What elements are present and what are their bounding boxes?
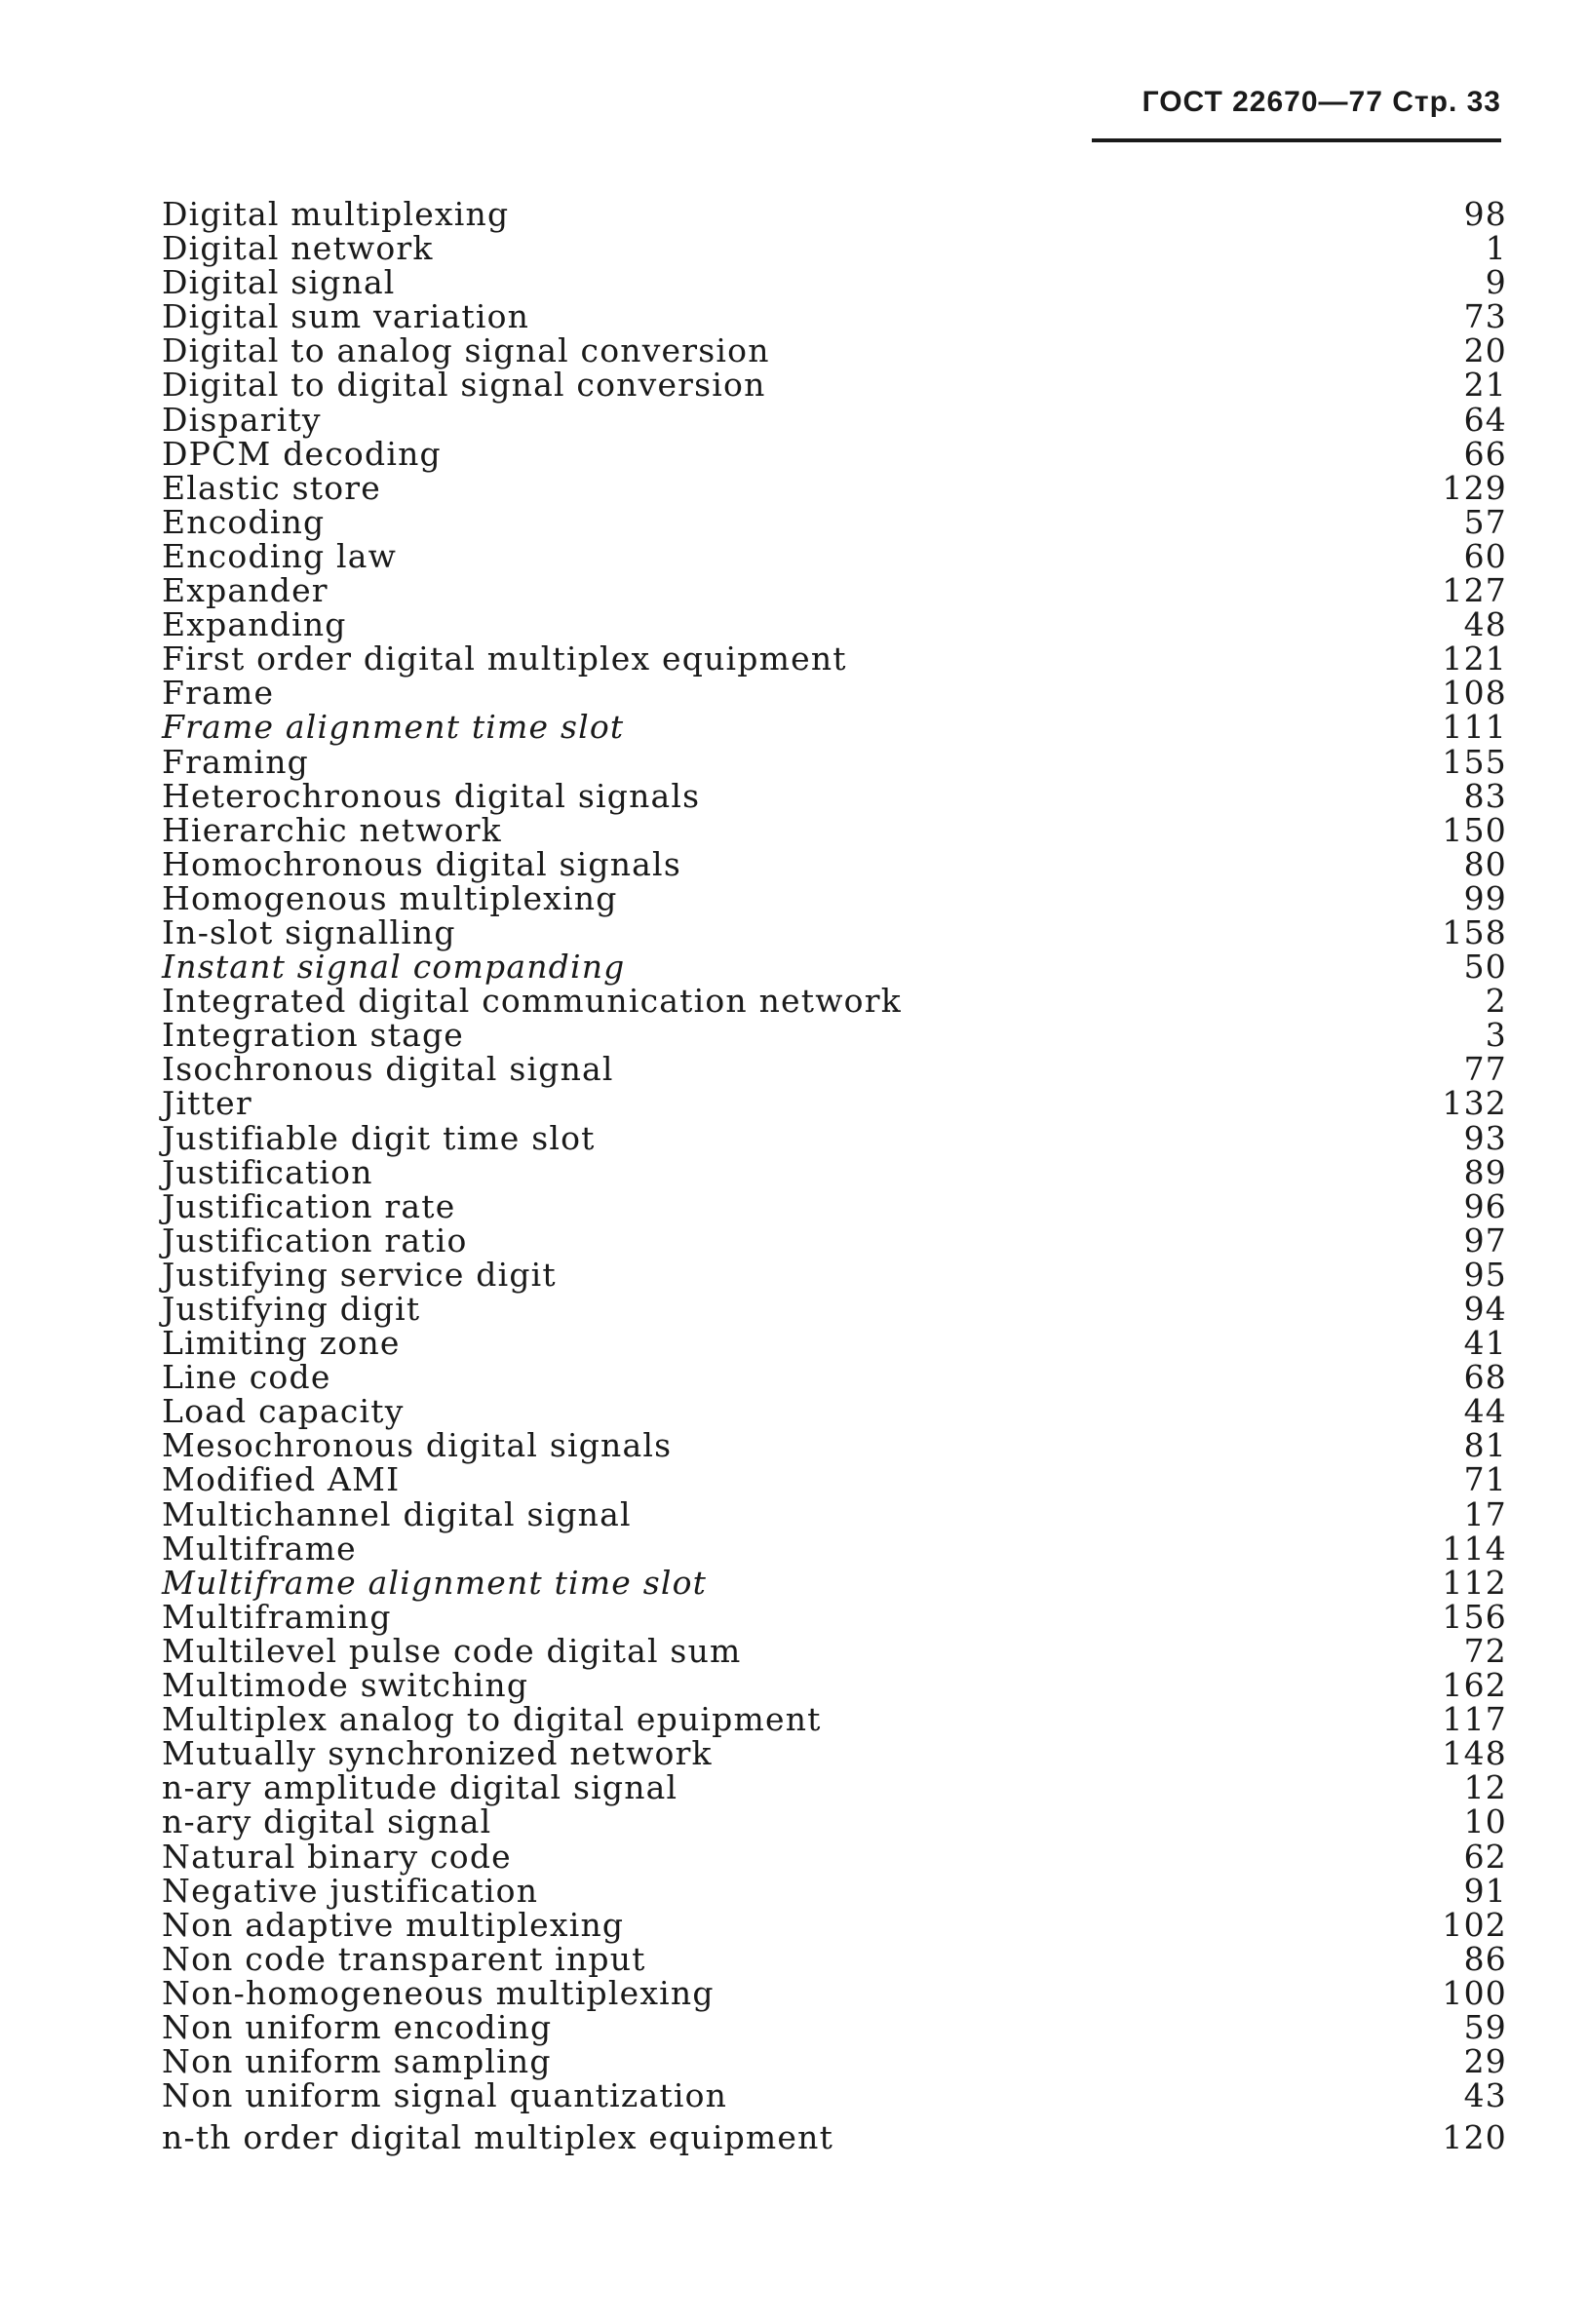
index-entry — [162, 1358, 1507, 1397]
entry-term: Frame alignment time slot — [162, 708, 625, 747]
index-entry — [162, 1186, 1507, 1225]
entry-reference-number: 108 — [1442, 674, 1507, 713]
index-entry — [162, 878, 1507, 917]
entry-term: Elastic store — [162, 468, 382, 507]
entry-term: Multiframe — [162, 1529, 357, 1568]
entry-reference-number: 129 — [1442, 468, 1507, 507]
index-entry — [162, 297, 1507, 336]
entry-term: Framing — [162, 742, 309, 781]
index-entry — [162, 742, 1507, 781]
index-entry — [162, 1666, 1507, 1705]
index-entry — [162, 502, 1507, 541]
entry-term: Homochronous digital signals — [162, 844, 681, 883]
entry-term: First order digital multiplex equipment — [162, 639, 847, 678]
entry-term: Digital to analog signal conversion — [162, 331, 770, 370]
entry-reference-number: 77 — [1463, 1050, 1507, 1089]
entry-reference-number: 9 — [1485, 263, 1507, 302]
index-entry — [162, 810, 1507, 849]
entry-term: Frame — [162, 674, 275, 713]
index-entry — [162, 1631, 1507, 1670]
entry-reference-number: 83 — [1463, 776, 1507, 815]
entry-term: Isochronous digital signal — [162, 1050, 614, 1089]
index-entry — [162, 1050, 1507, 1089]
entry-term: Expander — [162, 571, 329, 610]
entry-term: Multiframing — [162, 1597, 392, 1636]
index-entry — [162, 1837, 1507, 1876]
entry-reference-number: 117 — [1442, 1700, 1507, 1739]
entry-reference-number: 94 — [1463, 1290, 1507, 1328]
entry-reference-number: 81 — [1463, 1426, 1507, 1465]
entry-reference-number: 21 — [1463, 366, 1507, 405]
entry-reference-number: 162 — [1442, 1666, 1507, 1705]
entry-reference-number: 111 — [1442, 708, 1507, 747]
entry-term: Justifying service digit — [162, 1255, 557, 1294]
index-entry — [162, 982, 1507, 1021]
index-entry — [162, 1597, 1507, 1636]
entry-reference-number: 114 — [1442, 1529, 1507, 1568]
index-entry — [162, 1392, 1507, 1431]
index-entry — [162, 1804, 1507, 1839]
index-entry — [162, 1255, 1507, 1294]
index-entry — [162, 948, 1507, 987]
entry-term: Disparity — [162, 400, 322, 439]
index-entry — [162, 1426, 1507, 1465]
standard-number: ГОСТ 22670—77 — [1142, 86, 1383, 118]
entry-term: Non-homogeneous multiplexing — [162, 1973, 715, 2012]
entry-reference-number: 57 — [1463, 502, 1507, 541]
entry-term: Digital signal — [162, 263, 396, 302]
index-entry — [162, 197, 1507, 231]
entry-reference-number: 112 — [1442, 1563, 1507, 1602]
index-entry — [162, 229, 1507, 268]
entry-reference-number: 20 — [1463, 331, 1507, 370]
index-entry — [162, 912, 1507, 951]
entry-reference-number: 98 — [1463, 195, 1507, 233]
entry-reference-number: 132 — [1442, 1084, 1507, 1123]
page-header — [1092, 86, 1501, 119]
entry-reference-number: 3 — [1485, 1016, 1507, 1055]
entry-term: Multimode switching — [162, 1666, 529, 1705]
entry-term: Justification rate — [162, 1186, 456, 1225]
index-entry — [162, 708, 1507, 747]
entry-reference-number: 86 — [1463, 1939, 1507, 1978]
entry-reference-number: 99 — [1463, 878, 1507, 917]
entry-term: Multichannel digital signal — [162, 1494, 632, 1533]
entry-reference-number: 72 — [1463, 1631, 1507, 1670]
index-entry — [162, 1460, 1507, 1499]
entry-reference-number: 50 — [1463, 948, 1507, 987]
entry-term: Digital sum variation — [162, 297, 530, 336]
entry-term: n-th order digital multiplex equipment — [162, 2118, 834, 2157]
entry-reference-number: 60 — [1463, 536, 1507, 575]
index-entry — [162, 1118, 1507, 1157]
index-entry — [162, 434, 1507, 473]
entry-reference-number: 17 — [1463, 1494, 1507, 1533]
index-entry — [162, 1220, 1507, 1259]
entry-reference-number: 62 — [1463, 1837, 1507, 1876]
entry-reference-number: 95 — [1463, 1255, 1507, 1294]
entry-term: n-ary digital signal — [162, 1802, 492, 1841]
entry-term: Non adaptive multiplexing — [162, 1905, 625, 1944]
index-entry — [162, 1324, 1507, 1363]
entry-term: Modified AMI — [162, 1460, 401, 1499]
entry-reference-number: 148 — [1442, 1734, 1507, 1773]
entry-reference-number: 41 — [1463, 1324, 1507, 1363]
entry-term: Integration stage — [162, 1016, 465, 1055]
entry-term: Expanding — [162, 605, 347, 644]
entry-term: Non uniform signal quantization — [162, 2076, 728, 2115]
entry-term: Line code — [162, 1358, 331, 1397]
entry-reference-number: 100 — [1442, 1973, 1507, 2012]
entry-term: Mutually synchronized network — [162, 1734, 713, 1773]
index-entry — [162, 2118, 1507, 2157]
entry-term: Digital multiplexing — [162, 195, 510, 233]
entry-term: Multilevel pulse code digital sum — [162, 1631, 742, 1670]
index-entry — [162, 400, 1507, 439]
index-entry — [162, 1531, 1507, 1566]
index-entry — [162, 468, 1507, 507]
entry-term: Justification — [162, 1152, 373, 1191]
entry-reference-number: 10 — [1463, 1802, 1507, 1841]
entry-reference-number: 127 — [1442, 571, 1507, 610]
entry-reference-number: 48 — [1463, 605, 1507, 644]
entry-term: Non uniform sampling — [162, 2042, 552, 2081]
entry-term: Natural binary code — [162, 1837, 512, 1876]
index-entry — [162, 1905, 1507, 1944]
entry-reference-number: 158 — [1442, 912, 1507, 951]
index-entry — [162, 1292, 1507, 1326]
entry-reference-number: 91 — [1463, 1871, 1507, 1910]
index-entry — [162, 263, 1507, 302]
index-entry — [162, 1152, 1507, 1191]
index-entry — [162, 641, 1507, 676]
entry-term: Justifiable digit time slot — [162, 1118, 596, 1157]
entry-term: Integrated digital communication network — [162, 982, 902, 1021]
entry-reference-number: 102 — [1442, 1905, 1507, 1944]
entry-reference-number: 155 — [1442, 742, 1507, 781]
entry-term: Limiting zone — [162, 1324, 401, 1363]
index-entry — [162, 1700, 1507, 1739]
entry-reference-number: 93 — [1463, 1118, 1507, 1157]
entry-reference-number: 2 — [1485, 982, 1507, 1021]
index-entry — [162, 2007, 1507, 2046]
entry-reference-number: 29 — [1463, 2042, 1507, 2081]
entry-reference-number: 68 — [1463, 1358, 1507, 1397]
index-entry — [162, 1871, 1507, 1910]
index-entry — [162, 1973, 1507, 2012]
index-entry — [162, 1768, 1507, 1807]
index-entry — [162, 571, 1507, 610]
entry-term: n-ary amplitude digital signal — [162, 1768, 678, 1807]
entry-term: Homogenous multiplexing — [162, 878, 618, 917]
entry-reference-number: 96 — [1463, 1186, 1507, 1225]
header-rule — [1092, 138, 1501, 142]
entry-term: Justifying digit — [162, 1290, 421, 1328]
entry-term: Heterochronous digital signals — [162, 776, 701, 815]
entry-reference-number: 120 — [1442, 2118, 1507, 2157]
entry-reference-number: 71 — [1463, 1460, 1507, 1499]
entry-term: Mesochronous digital signals — [162, 1426, 673, 1465]
entry-term: DPCM decoding — [162, 434, 442, 473]
entry-term: Digital network — [162, 229, 434, 268]
term-index-list — [162, 195, 1507, 2157]
entry-reference-number: 44 — [1463, 1392, 1507, 1431]
entry-reference-number: 66 — [1463, 434, 1507, 473]
entry-reference-number: 80 — [1463, 844, 1507, 883]
entry-term: Jitter — [162, 1084, 252, 1123]
entry-reference-number: 150 — [1442, 810, 1507, 849]
entry-reference-number: 121 — [1442, 639, 1507, 678]
entry-term: Negative justification — [162, 1871, 539, 1910]
index-entry — [162, 1084, 1507, 1123]
index-entry — [162, 674, 1507, 713]
index-entry — [162, 605, 1507, 644]
entry-term: Hierarchic network — [162, 810, 502, 849]
index-entry — [162, 2076, 1507, 2115]
entry-reference-number: 97 — [1463, 1220, 1507, 1259]
index-entry — [162, 2042, 1507, 2081]
entry-term: Digital to digital signal conversion — [162, 366, 766, 405]
entry-reference-number: 156 — [1442, 1597, 1507, 1636]
index-entry — [162, 1016, 1507, 1055]
index-entry — [162, 333, 1507, 368]
index-entry — [162, 1563, 1507, 1602]
entry-term: Multiframe alignment time slot — [162, 1563, 708, 1602]
index-entry — [162, 536, 1507, 575]
index-entry — [162, 776, 1507, 815]
index-entry — [162, 844, 1507, 883]
entry-reference-number: 12 — [1463, 1768, 1507, 1807]
entry-reference-number: 1 — [1485, 229, 1507, 268]
entry-reference-number: 73 — [1463, 297, 1507, 336]
entry-reference-number: 43 — [1463, 2076, 1507, 2115]
entry-term: Multiplex analog to digital epuipment — [162, 1700, 822, 1739]
entry-reference-number: 64 — [1463, 400, 1507, 439]
entry-term: Encoding law — [162, 536, 398, 575]
index-entry — [162, 1939, 1507, 1978]
page-number: Стр. 33 — [1392, 86, 1501, 118]
entry-term: Load capacity — [162, 1392, 405, 1431]
index-entry — [162, 1494, 1507, 1533]
entry-term: Justification ratio — [162, 1220, 468, 1259]
entry-term: Non code transparent input — [162, 1939, 646, 1978]
entry-term: Encoding — [162, 502, 326, 541]
entry-reference-number: 89 — [1463, 1152, 1507, 1191]
index-entry — [162, 1734, 1507, 1773]
entry-term: In-slot signalling — [162, 912, 456, 951]
entry-term: Instant signal companding — [162, 948, 626, 987]
index-entry — [162, 366, 1507, 405]
entry-reference-number: 59 — [1463, 2007, 1507, 2046]
entry-term: Non uniform encoding — [162, 2007, 553, 2046]
